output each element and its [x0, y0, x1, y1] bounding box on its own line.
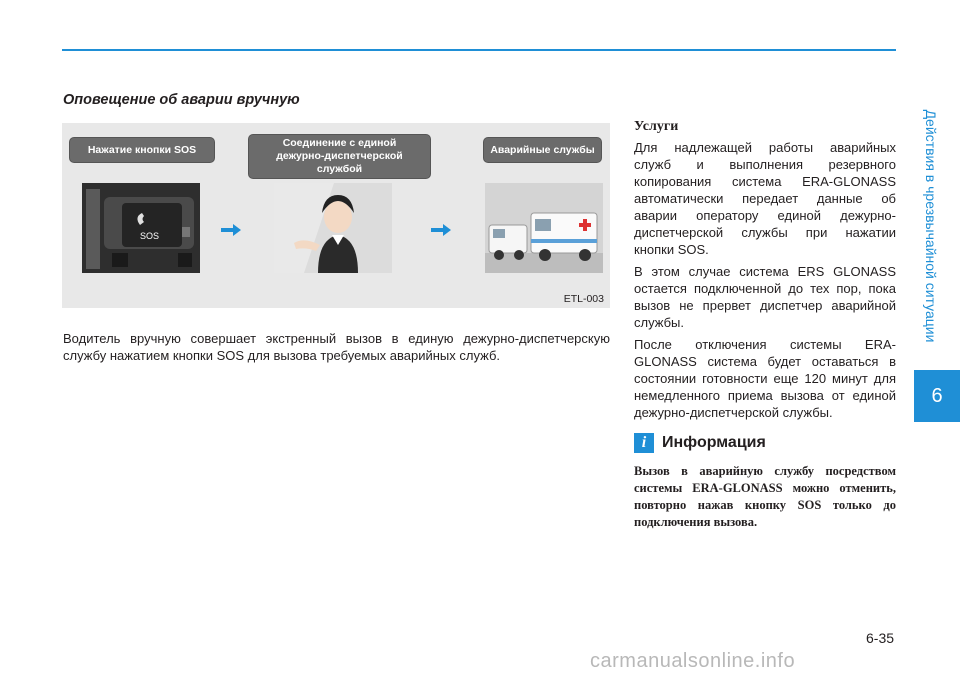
arrow-right-icon: [221, 224, 241, 236]
figure-caption: Водитель вручную совершает экстренный вызов в единую дежурно-диспетчерскую службу нажатием кнопки SOS для вызова требуемых аварийных служб.: [63, 331, 610, 363]
dispatcher-illustration: [274, 183, 392, 273]
sos-console-illustration: [82, 183, 200, 273]
figure-label-emergency: Аварийные службы: [483, 137, 602, 163]
services-column: [634, 119, 896, 531]
services-title: Услуги: [634, 119, 679, 134]
services-paragraph: Для надлежащей работы аварийных служб и выполнения резервного копирования система ERA-GLONASS автоматически передает данные об аварии оператору единой дежурно-диспетчерской службы при нажатии кнопки SOS.: [634, 140, 896, 257]
figure-code: ETL-003: [563, 293, 604, 305]
chapter-tab[interactable]: 6: [914, 370, 960, 422]
services-paragraph: После отключения системы ERA-GLONASS система будет оставаться в состоянии готовности еще 120 минут для немедленного приема вызова от единой дежурно-диспетчерской службы.: [634, 337, 896, 420]
sos-figure: [62, 123, 610, 308]
chapter-side-title: Действия в чрезвычайной ситуации: [923, 109, 939, 343]
ambulance-icon: [485, 183, 603, 273]
figure-label-dispatch: Соединение с единой дежурно-диспетчерской службой: [248, 134, 431, 179]
info-icon: i: [634, 433, 654, 453]
info-header: [634, 433, 896, 453]
info-text: Вызов в аварийную службу посредством системы ERA-GLONASS можно отменить, повторно нажав кнопку SOS только до подключения вызова.: [634, 464, 896, 529]
page-number: 6-35: [866, 630, 895, 646]
ambulance-illustration: [485, 183, 603, 273]
sos-button-photo: [82, 183, 200, 273]
services-paragraph: В этом случае система ERS GLONASS остается подключенной до тех пор, пока вызов не прервет диспетчер аварийной службы.: [634, 264, 896, 330]
sos-button-label: SOS: [140, 231, 160, 241]
watermark: carmanualsonline.info: [590, 650, 796, 672]
figure-label-sos-press: Нажатие кнопки SOS: [69, 137, 215, 163]
info-title: Информация: [662, 434, 766, 451]
header-rule: [62, 49, 896, 51]
section-title: Оповещение об аварии вручную: [63, 92, 300, 108]
arrow-right-icon: [431, 224, 451, 236]
operator-icon: [274, 183, 392, 273]
